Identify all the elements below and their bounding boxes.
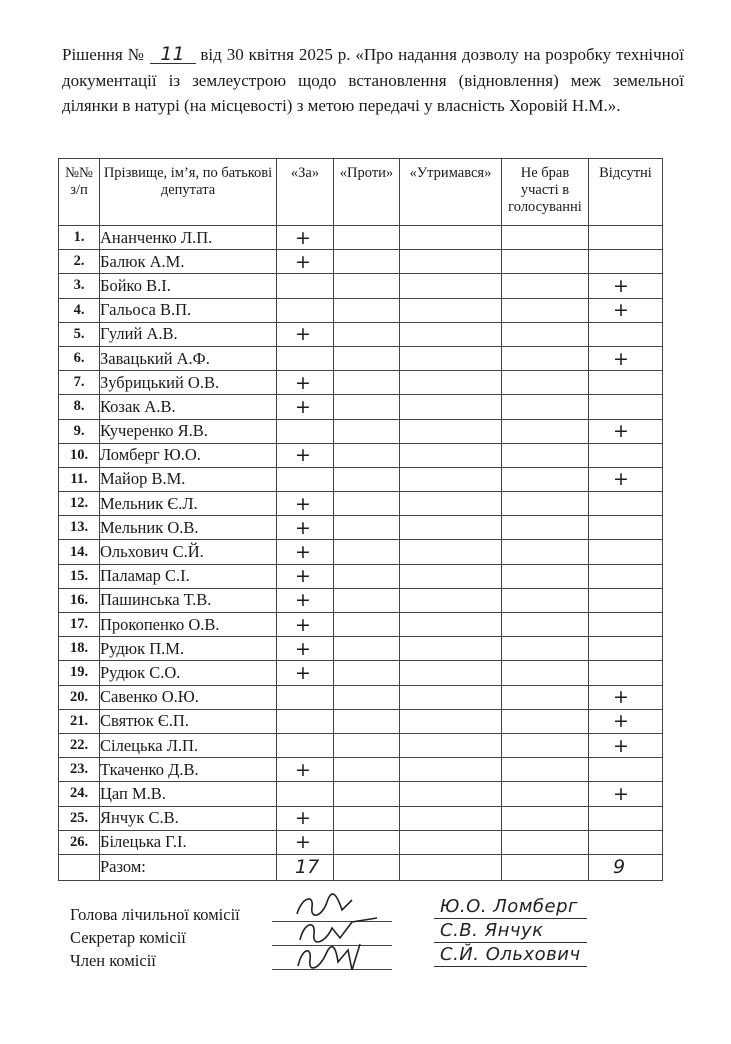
- row-number: 24.: [59, 782, 100, 806]
- table-row: [59, 830, 663, 854]
- deputy-name: Мельник О.В.: [100, 516, 277, 540]
- vote-abstained: [400, 806, 502, 830]
- vote-abstained: [400, 588, 502, 612]
- vote-against: [334, 443, 400, 467]
- vote-for: +: [277, 492, 334, 516]
- row-number: 2.: [59, 250, 100, 274]
- vote-absent: +: [589, 467, 663, 491]
- deputy-name: Гальоса В.П.: [100, 298, 277, 322]
- vote-for: +: [277, 322, 334, 346]
- voting-table: [58, 158, 663, 881]
- row-number: 6.: [59, 346, 100, 370]
- deputy-name: Зубрицький О.В.: [100, 371, 277, 395]
- vote-absent: [589, 540, 663, 564]
- vote-for: [277, 298, 334, 322]
- vote-abstained: [400, 564, 502, 588]
- vote-for: +: [277, 395, 334, 419]
- deputy-name: Балюк А.М.: [100, 250, 277, 274]
- table-row: [59, 443, 663, 467]
- deputy-name: Савенко О.Ю.: [100, 685, 277, 709]
- table-row: [59, 226, 663, 250]
- vote-absent: +: [589, 298, 663, 322]
- vote-not-voted: [502, 346, 589, 370]
- row-number: 11.: [59, 467, 100, 491]
- vote-absent: [589, 637, 663, 661]
- row-number: 13.: [59, 516, 100, 540]
- deputy-name: Пашинська Т.В.: [100, 588, 277, 612]
- vote-abstained: [400, 709, 502, 733]
- table-row: [59, 371, 663, 395]
- deputy-name: Мельник Є.Л.: [100, 492, 277, 516]
- vote-for: +: [277, 443, 334, 467]
- vote-not-voted: [502, 637, 589, 661]
- vote-for: +: [277, 564, 334, 588]
- table-row: [59, 685, 663, 709]
- vote-abstained: [400, 371, 502, 395]
- deputy-name: Святюк Є.П.: [100, 709, 277, 733]
- vote-abstained: [400, 685, 502, 709]
- vote-absent: [589, 226, 663, 250]
- total-abstained: [400, 854, 502, 880]
- vote-not-voted: [502, 371, 589, 395]
- signature-role: Член комісії: [70, 951, 156, 970]
- table-row: [59, 540, 663, 564]
- vote-against: [334, 322, 400, 346]
- signature-line: [272, 946, 392, 970]
- row-number: 8.: [59, 395, 100, 419]
- vote-against: [334, 806, 400, 830]
- col-header-absent: Відсутні: [589, 159, 663, 226]
- vote-absent: +: [589, 419, 663, 443]
- vote-not-voted: [502, 467, 589, 491]
- vote-against: [334, 419, 400, 443]
- vote-absent: [589, 322, 663, 346]
- vote-for: [277, 346, 334, 370]
- vote-not-voted: [502, 322, 589, 346]
- vote-against: [334, 613, 400, 637]
- table-row: [59, 274, 663, 298]
- vote-against: [334, 709, 400, 733]
- vote-against: [334, 733, 400, 757]
- vote-abstained: [400, 467, 502, 491]
- vote-not-voted: [502, 226, 589, 250]
- vote-against: [334, 395, 400, 419]
- vote-for: +: [277, 226, 334, 250]
- vote-for: +: [277, 830, 334, 854]
- vote-abstained: [400, 250, 502, 274]
- table-row: [59, 346, 663, 370]
- total-not-voted: [502, 854, 589, 880]
- row-number: 3.: [59, 274, 100, 298]
- vote-against: [334, 540, 400, 564]
- table-row: [59, 733, 663, 757]
- vote-for: +: [277, 806, 334, 830]
- vote-against: [334, 492, 400, 516]
- row-number: 17.: [59, 613, 100, 637]
- vote-absent: +: [589, 346, 663, 370]
- vote-not-voted: [502, 443, 589, 467]
- vote-for: +: [277, 250, 334, 274]
- vote-absent: +: [589, 709, 663, 733]
- table-row: [59, 758, 663, 782]
- vote-abstained: [400, 395, 502, 419]
- row-number: 22.: [59, 733, 100, 757]
- signature-lines: [272, 898, 392, 970]
- vote-against: [334, 661, 400, 685]
- total-row: [59, 854, 663, 880]
- vote-against: [334, 830, 400, 854]
- vote-not-voted: [502, 298, 589, 322]
- deputy-name: Ольхович С.Й.: [100, 540, 277, 564]
- vote-absent: +: [589, 685, 663, 709]
- deputy-name: Гулий А.В.: [100, 322, 277, 346]
- table-row: [59, 298, 663, 322]
- vote-against: [334, 226, 400, 250]
- vote-not-voted: [502, 540, 589, 564]
- vote-not-voted: [502, 685, 589, 709]
- vote-absent: [589, 516, 663, 540]
- vote-not-voted: [502, 274, 589, 298]
- vote-absent: [589, 806, 663, 830]
- vote-abstained: [400, 346, 502, 370]
- vote-abstained: [400, 540, 502, 564]
- deputy-name: Білецька Г.І.: [100, 830, 277, 854]
- vote-abstained: [400, 733, 502, 757]
- total-num-cell: [59, 854, 100, 880]
- vote-abstained: [400, 298, 502, 322]
- table-row: [59, 467, 663, 491]
- signature-role: Секретар комісії: [70, 928, 186, 947]
- vote-against: [334, 274, 400, 298]
- vote-not-voted: [502, 564, 589, 588]
- row-number: 19.: [59, 661, 100, 685]
- vote-not-voted: [502, 758, 589, 782]
- row-number: 4.: [59, 298, 100, 322]
- table-row: [59, 395, 663, 419]
- vote-abstained: [400, 492, 502, 516]
- table-row: [59, 661, 663, 685]
- vote-abstained: [400, 226, 502, 250]
- deputy-name: Паламар С.І.: [100, 564, 277, 588]
- signature-name: С.В. Янчук: [434, 919, 587, 943]
- vote-absent: [589, 395, 663, 419]
- vote-absent: [589, 371, 663, 395]
- decision-number: 11: [150, 45, 196, 64]
- decision-prefix: Рішення №: [62, 45, 145, 64]
- table-row: [59, 806, 663, 830]
- vote-absent: [589, 758, 663, 782]
- deputy-name: Ткаченко Д.В.: [100, 758, 277, 782]
- vote-for: +: [277, 516, 334, 540]
- handwritten-signature-icon: [292, 940, 372, 974]
- vote-against: [334, 588, 400, 612]
- row-number: 7.: [59, 371, 100, 395]
- vote-not-voted: [502, 419, 589, 443]
- col-header-against: «Проти»: [334, 159, 400, 226]
- row-number: 15.: [59, 564, 100, 588]
- vote-for: +: [277, 613, 334, 637]
- vote-for: +: [277, 758, 334, 782]
- vote-for: +: [277, 588, 334, 612]
- table-row: [59, 322, 663, 346]
- vote-absent: [589, 588, 663, 612]
- vote-not-voted: [502, 733, 589, 757]
- row-number: 12.: [59, 492, 100, 516]
- signature-name: Ю.О. Ломберг: [434, 895, 587, 919]
- col-header-not-voted: Не брав участі в голосуванні: [502, 159, 589, 226]
- deputy-name: Рудюк П.М.: [100, 637, 277, 661]
- table-row: [59, 250, 663, 274]
- vote-abstained: [400, 274, 502, 298]
- vote-abstained: [400, 613, 502, 637]
- vote-not-voted: [502, 613, 589, 637]
- decision-heading: [62, 42, 684, 119]
- vote-for: [277, 274, 334, 298]
- vote-against: [334, 467, 400, 491]
- deputy-name: Цап М.В.: [100, 782, 277, 806]
- vote-for: [277, 419, 334, 443]
- total-absent: 9: [589, 854, 663, 880]
- vote-not-voted: [502, 661, 589, 685]
- signature-names: [434, 895, 587, 967]
- decision-title: від 30 квітня 2025 р. «Про надання дозволу на розробку технічної документації із землеустрою щодо встановлення (відновлення) меж земельної ділянки в натурі (на місцевості) з метою передачі у власність Хоровій Н.М.».: [62, 45, 685, 115]
- vote-against: [334, 782, 400, 806]
- vote-against: [334, 564, 400, 588]
- table-row: [59, 564, 663, 588]
- deputy-name: Ломберг Ю.О.: [100, 443, 277, 467]
- vote-absent: [589, 250, 663, 274]
- total-for: 17: [277, 854, 334, 880]
- table-body: [59, 226, 663, 855]
- vote-not-voted: [502, 830, 589, 854]
- col-header-abstained: «Утримався»: [400, 159, 502, 226]
- deputy-name: Ананченко Л.П.: [100, 226, 277, 250]
- vote-against: [334, 516, 400, 540]
- vote-not-voted: [502, 709, 589, 733]
- deputy-name: Янчук С.В.: [100, 806, 277, 830]
- vote-abstained: [400, 782, 502, 806]
- vote-abstained: [400, 419, 502, 443]
- vote-absent: [589, 443, 663, 467]
- table-row: [59, 782, 663, 806]
- total-against: [334, 854, 400, 880]
- row-number: 21.: [59, 709, 100, 733]
- deputy-name: Майор В.М.: [100, 467, 277, 491]
- vote-for: [277, 685, 334, 709]
- vote-absent: [589, 564, 663, 588]
- total-label: Разом:: [100, 854, 277, 880]
- table-row: [59, 588, 663, 612]
- vote-not-voted: [502, 395, 589, 419]
- vote-against: [334, 346, 400, 370]
- table-row: [59, 516, 663, 540]
- deputy-name: Козак А.В.: [100, 395, 277, 419]
- deputy-name: Сілецька Л.П.: [100, 733, 277, 757]
- row-number: 23.: [59, 758, 100, 782]
- vote-absent: [589, 830, 663, 854]
- vote-absent: [589, 613, 663, 637]
- table-row: [59, 492, 663, 516]
- signature-roles: [70, 903, 240, 972]
- signature-name: С.Й. Ольхович: [434, 943, 587, 967]
- vote-abstained: [400, 661, 502, 685]
- signature-role: Голова лічильної комісії: [70, 905, 240, 924]
- vote-abstained: [400, 637, 502, 661]
- table-row: [59, 613, 663, 637]
- vote-against: [334, 758, 400, 782]
- vote-not-voted: [502, 782, 589, 806]
- vote-absent: [589, 492, 663, 516]
- vote-abstained: [400, 758, 502, 782]
- deputy-name: Бойко В.І.: [100, 274, 277, 298]
- table-row: [59, 709, 663, 733]
- col-header-name: Прізвище, ім’я, по батькові депутата: [100, 159, 277, 226]
- vote-not-voted: [502, 492, 589, 516]
- vote-against: [334, 298, 400, 322]
- vote-against: [334, 371, 400, 395]
- deputy-name: Кучеренко Я.В.: [100, 419, 277, 443]
- vote-for: +: [277, 661, 334, 685]
- vote-for: +: [277, 540, 334, 564]
- row-number: 20.: [59, 685, 100, 709]
- vote-not-voted: [502, 250, 589, 274]
- vote-absent: +: [589, 733, 663, 757]
- vote-abstained: [400, 322, 502, 346]
- row-number: 5.: [59, 322, 100, 346]
- row-number: 1.: [59, 226, 100, 250]
- vote-for: +: [277, 637, 334, 661]
- row-number: 14.: [59, 540, 100, 564]
- row-number: 9.: [59, 419, 100, 443]
- vote-not-voted: [502, 516, 589, 540]
- vote-for: [277, 467, 334, 491]
- deputy-name: Завацький А.Ф.: [100, 346, 277, 370]
- vote-absent: [589, 661, 663, 685]
- vote-not-voted: [502, 588, 589, 612]
- vote-absent: +: [589, 274, 663, 298]
- vote-against: [334, 637, 400, 661]
- row-number: 25.: [59, 806, 100, 830]
- vote-for: +: [277, 371, 334, 395]
- row-number: 26.: [59, 830, 100, 854]
- vote-absent: +: [589, 782, 663, 806]
- vote-abstained: [400, 830, 502, 854]
- vote-against: [334, 685, 400, 709]
- deputy-name: Рудюк С.О.: [100, 661, 277, 685]
- vote-abstained: [400, 516, 502, 540]
- vote-against: [334, 250, 400, 274]
- vote-for: [277, 709, 334, 733]
- vote-for: [277, 782, 334, 806]
- deputy-name: Прокопенко О.В.: [100, 613, 277, 637]
- vote-not-voted: [502, 806, 589, 830]
- col-header-for: «За»: [277, 159, 334, 226]
- table-row: [59, 637, 663, 661]
- vote-for: [277, 733, 334, 757]
- row-number: 10.: [59, 443, 100, 467]
- vote-abstained: [400, 443, 502, 467]
- col-header-num: №№ з/п: [59, 159, 100, 226]
- row-number: 16.: [59, 588, 100, 612]
- table-header-row: [59, 159, 663, 226]
- table-row: [59, 419, 663, 443]
- row-number: 18.: [59, 637, 100, 661]
